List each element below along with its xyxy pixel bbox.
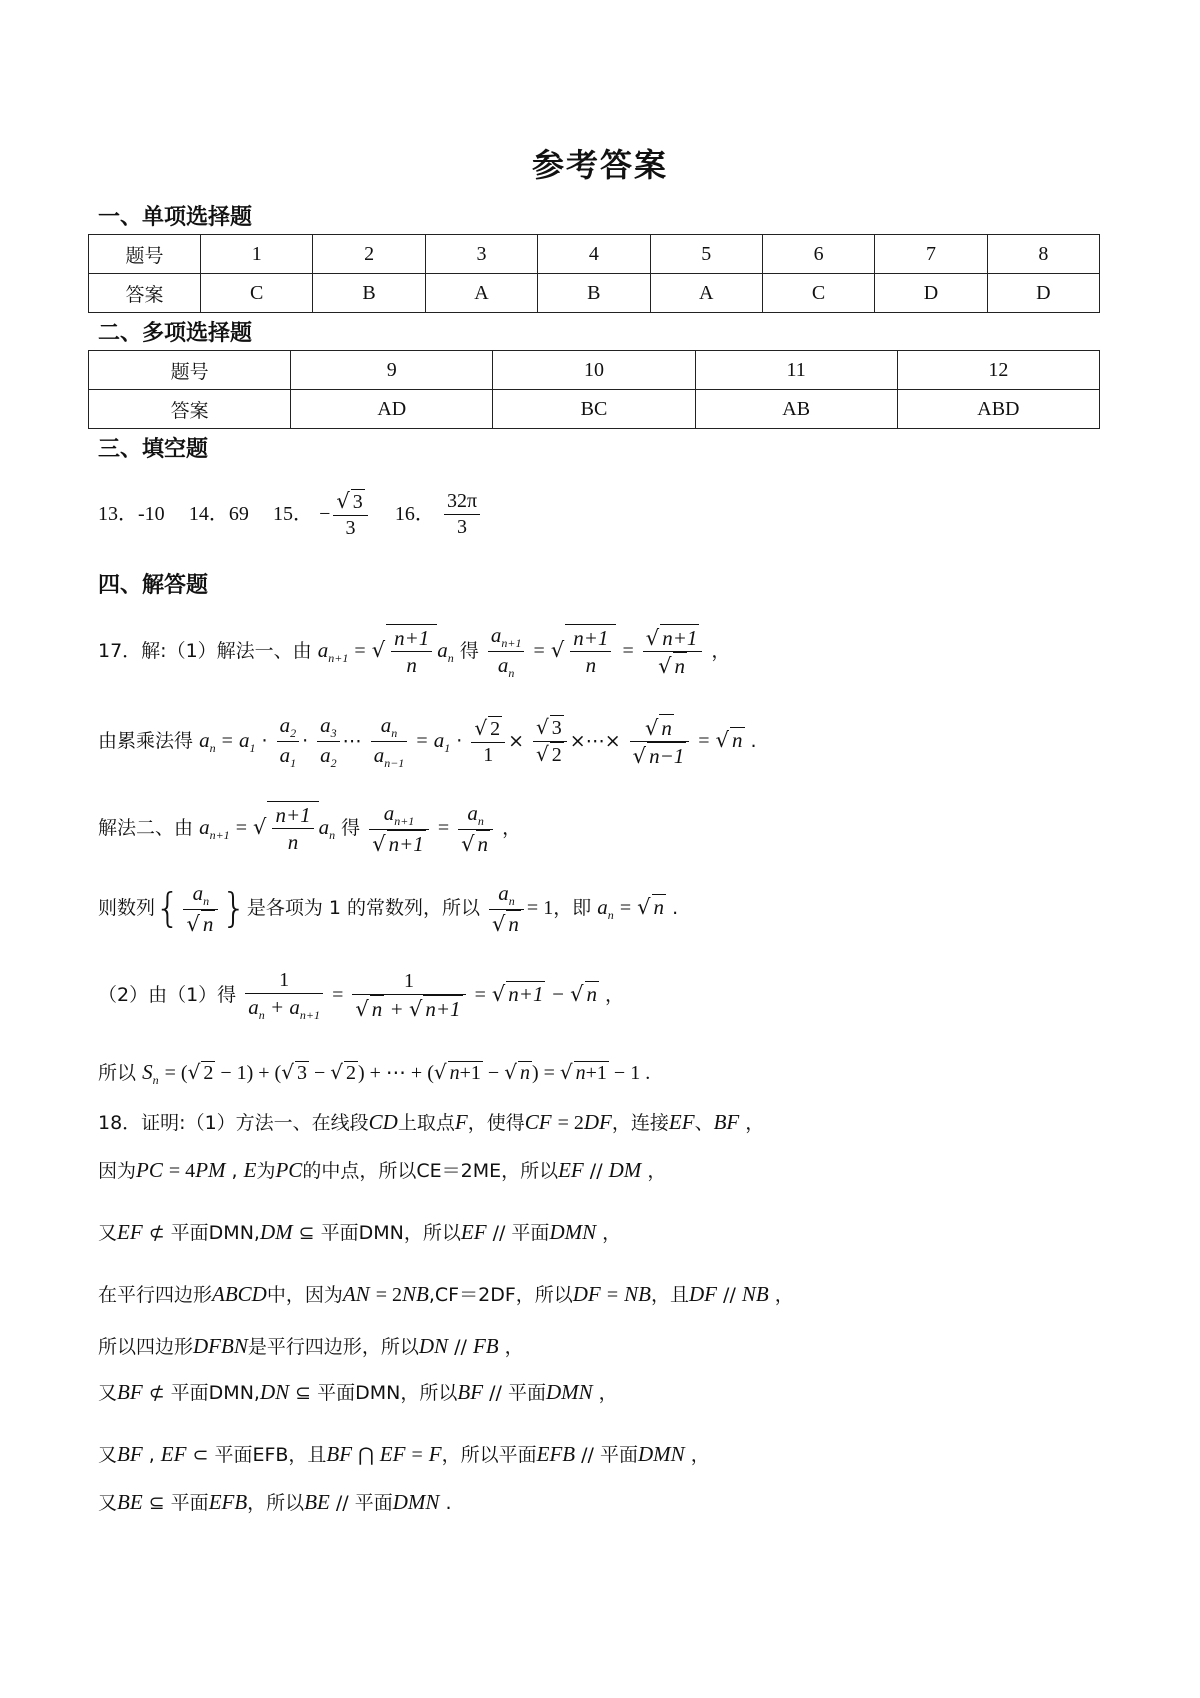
answer-cell: AD — [291, 390, 493, 429]
question-number: 9 — [291, 351, 493, 390]
question-number: 10 — [493, 351, 695, 390]
solution-17-line-3: 解法二、由 $a_{n+1}$ = √ $\frac{n+1}{n}$ $a_n$ 得 $a_{n+1}$ √ n+1 = $a_n$ √ n ， — [98, 800, 521, 857]
section-heading-multi-choice: 二、多项选择题 — [98, 321, 253, 346]
answer-cell: B — [313, 274, 425, 313]
section-heading-single-choice: 一、单项选择题 — [98, 205, 253, 230]
page-title: 参考答案 — [531, 146, 668, 184]
answer-cell: AB — [695, 390, 897, 429]
question-number: 1 — [201, 235, 313, 274]
proof-18-line-4: 在平行四边形ABCD中，因为AN = 2NB,CF＝2DF，所以DF = NB，且DF // NB ， — [98, 1282, 794, 1306]
answer-13: 13．-10 — [98, 503, 165, 525]
answer-cell: A — [425, 274, 537, 313]
answer-cell: C — [201, 274, 313, 313]
table-row — [89, 351, 1100, 390]
row-header-label: 题号 — [89, 235, 201, 274]
question-number: 3 — [425, 235, 537, 274]
answer-cell: C — [762, 274, 874, 313]
single-choice-table — [88, 234, 1100, 313]
multi-choice-table — [88, 350, 1100, 429]
solution-17-line-4: 则数列{ $a_n$ √ n }是各项为 1 的常数列，所以 $a_n$ √ n = 1，即 $a_n$ = √ n . — [98, 880, 678, 937]
question-number: 7 — [875, 235, 987, 274]
solution-17-line-5: （2）由（1）得 $\frac{1}{a_n + a_{n+1}}$ = 1 √ n + √ n+1 = √ n+1 − √ n ， — [98, 968, 624, 1023]
answer-cell: BC — [493, 390, 695, 429]
answer-cell: D — [875, 274, 987, 313]
answer-cell: B — [538, 274, 650, 313]
solution-17-line-2: 由累乘法得 $a_n = a_1$ · $\frac{a_2}{a_1}$ · $\frac{a_3}{a_2}$ ⋯ $\frac{a_n}{a_{n-1}}$ = $a_1$ · √ $\frac{2}{1}$ × √ 3 √ 2 ×⋯× √ n √ n−1 = √ n . — [98, 712, 757, 771]
row-answer-label: 答案 — [89, 274, 201, 313]
answer-16-label: 16． — [394, 503, 435, 525]
proof-18-line-5: 所以四边形DFBN是平行四边形，所以DN // FB ， — [98, 1334, 524, 1358]
proof-18-line-6: 又BF ⊄ 平面DMN,DN ⊆ 平面DMN，所以BF // 平面DMN ， — [98, 1380, 618, 1404]
answer-15-fraction: √ $\frac{3}{3}$ — [333, 488, 367, 541]
question-number: 2 — [313, 235, 425, 274]
solution-17-line-1: 17．解:（1）解法一、由 $a_{n+1}$ = √ $\frac{n+1}{n}$ $a_n$ 得 $\frac{a_{n+1}}{a_n}$ = √ $\frac{n+1}{n}$ = √ n+1 √ n ， — [98, 622, 730, 681]
row-header-label: 题号 — [89, 351, 291, 390]
answer-15-label: 15． — [273, 503, 314, 525]
proof-18-line-1: 18．证明:（1）方法一、在线段CD上取点F，使得CF = 2DF，连接EF、BF ， — [98, 1110, 765, 1134]
table-row — [89, 274, 1100, 313]
fill-blank-answers: 13．-10 14．69 15． − √ $\frac{3}{3}$ 16． $\frac{32\pi}{3}$ — [98, 488, 483, 541]
proof-18-line-3: 又EF ⊄ 平面DMN,DM ⊆ 平面DMN，所以EF // 平面DMN ， — [98, 1220, 622, 1244]
question-number: 5 — [650, 235, 762, 274]
question-number: 12 — [897, 351, 1099, 390]
answer-14: 14．69 — [188, 503, 249, 525]
table-row — [89, 390, 1100, 429]
section-heading-fill-blank: 三、填空题 — [98, 437, 209, 462]
question-number: 8 — [987, 235, 1099, 274]
proof-18-line-7: 又BF , EF ⊂ 平面EFB，且BF ⋂ EF = F，所以平面EFB // 平面DMN ， — [98, 1442, 710, 1466]
proof-18-line-2: 因为PC = 4PM , E为PC的中点，所以CE＝2ME，所以EF // DM ， — [98, 1158, 667, 1182]
answer-cell: ABD — [897, 390, 1099, 429]
table-row — [89, 235, 1100, 274]
section-heading-solutions: 四、解答题 — [98, 573, 209, 598]
solution-17-line-6: 所以 $S_n$ = (√ 2 − 1) + (√ 3 − √ 2 ) + ⋯ + (√ n+1 − √ n ) = √ n+1 − 1 . — [98, 1058, 650, 1088]
question-number: 6 — [762, 235, 874, 274]
question-number: 4 — [538, 235, 650, 274]
row-answer-label: 答案 — [89, 390, 291, 429]
answer-cell: A — [650, 274, 762, 313]
question-number: 11 — [695, 351, 897, 390]
answer-16-fraction: $\frac{32\pi}{3}$ — [444, 489, 480, 540]
proof-18-line-8: 又BE ⊆ 平面EFB，所以BE // 平面DMN . — [98, 1490, 452, 1514]
answer-cell: D — [987, 274, 1099, 313]
